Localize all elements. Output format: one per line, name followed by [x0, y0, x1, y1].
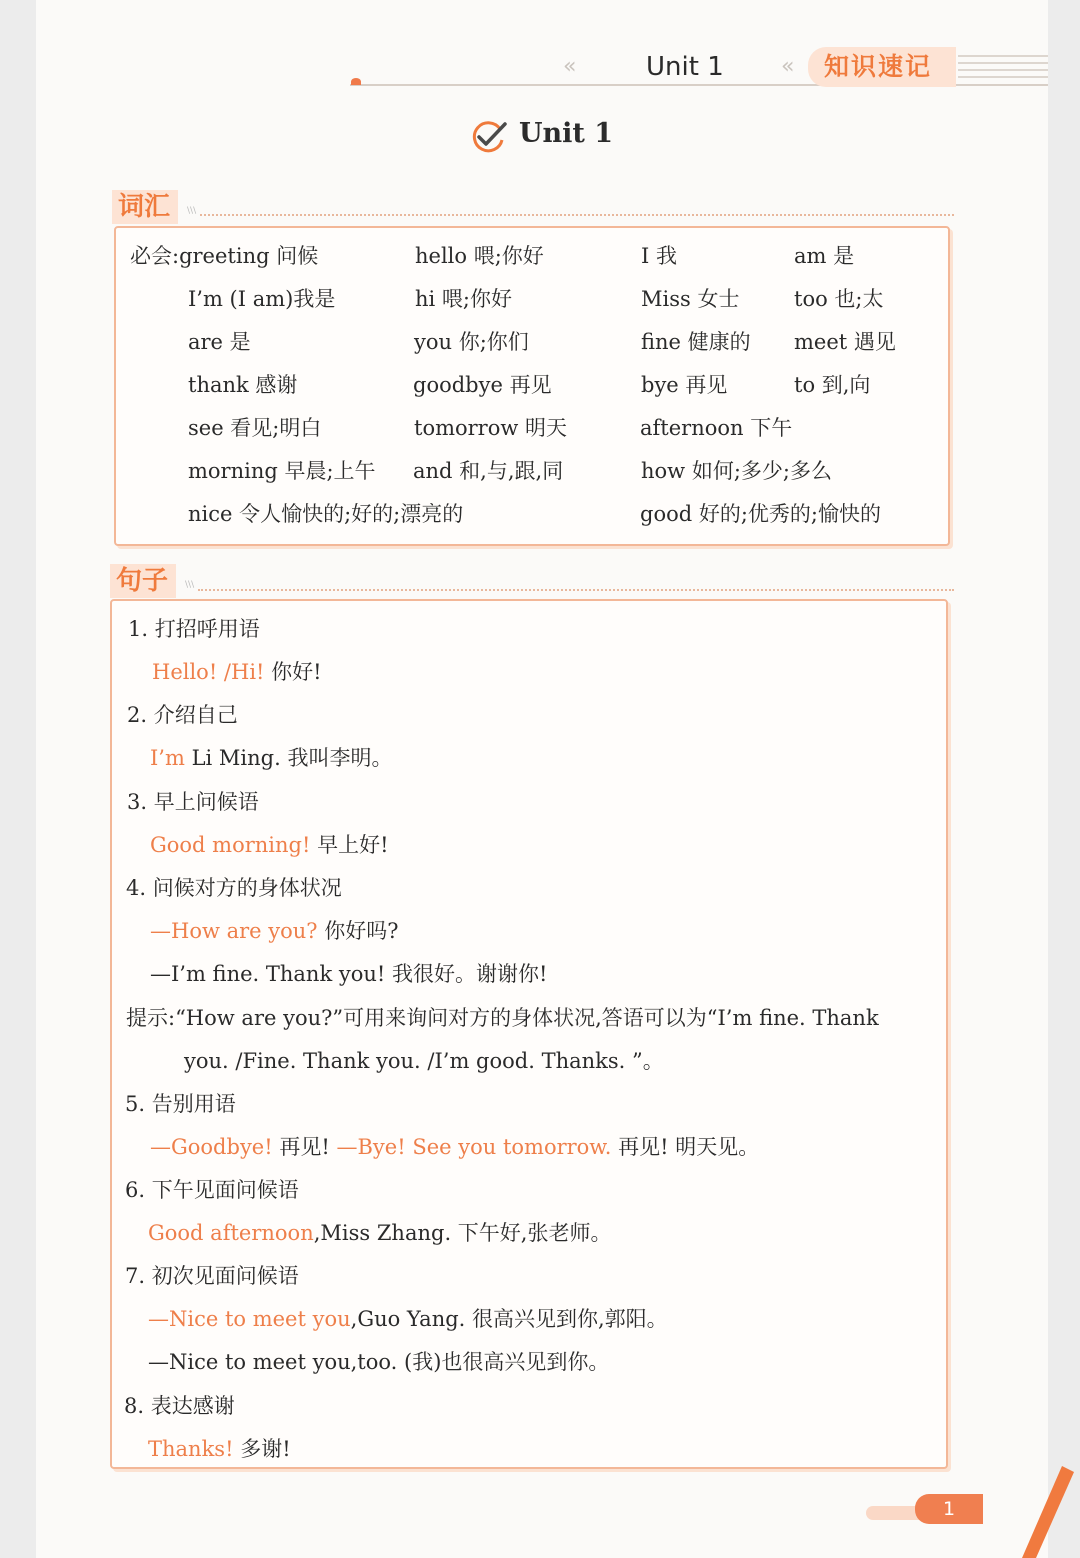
- vocab-item: morning 早晨;上午: [188, 459, 376, 483]
- vocab-item: nice 令人愉快的;好的;漂亮的: [188, 502, 464, 526]
- vocab-item: bye 再见: [641, 373, 728, 397]
- sentence-english: I’m: [150, 746, 185, 770]
- sentence-line: [152, 656, 322, 686]
- sentence-heading: 6. 下午见面问候语: [125, 1178, 299, 1202]
- sentence-heading: 3. 早上问候语: [127, 790, 259, 814]
- sentence-heading: 2. 介绍自己: [127, 703, 238, 727]
- sentence-english: Good afternoon: [148, 1221, 314, 1245]
- section-label-vocab: 词汇: [112, 190, 178, 224]
- sentence-english: —How are you?: [150, 919, 318, 943]
- page-number: 1: [915, 1494, 983, 1524]
- vocab-item: goodbye 再见: [413, 373, 552, 397]
- sentence-translation: Li Ming. 我叫李明。: [184, 746, 393, 770]
- chevron-left-icon: «: [781, 54, 791, 79]
- vocab-item: meet 遇见: [794, 330, 896, 354]
- sentence-line: [148, 1217, 611, 1247]
- header-stripes: [958, 55, 1048, 85]
- vocab-item: hi 喂;你好: [415, 287, 512, 311]
- sentence-translation: ,Guo Yang. 很高兴见到你,郭阳。: [350, 1307, 668, 1331]
- vocab-item: are 是: [188, 330, 251, 354]
- sentence-line: [148, 1433, 291, 1463]
- check-circle-icon: [470, 120, 508, 154]
- section-divider: [200, 214, 954, 218]
- vocab-item: I’m (I am)我是: [188, 287, 336, 311]
- vocab-item: and 和,与,跟,同: [413, 459, 564, 483]
- vocab-item: thank 感谢: [188, 373, 298, 397]
- sentence-translation: 多谢!: [233, 1437, 291, 1461]
- vocab-item: to 到,向: [794, 373, 871, 397]
- sentence-line: [150, 829, 389, 859]
- sentence-english: Hello! /Hi!: [152, 660, 265, 684]
- vocab-item: fine 健康的: [641, 330, 751, 354]
- section-tick: \\\: [187, 206, 197, 216]
- sentence-heading: 7. 初次见面问候语: [125, 1264, 299, 1288]
- sentence-translation: 你好!: [264, 660, 322, 684]
- sentence-translation: 早上好!: [310, 833, 389, 857]
- sentence-english: —Goodbye!: [150, 1135, 273, 1159]
- sentences-box: [110, 599, 948, 1469]
- page-title: Unit 1: [519, 118, 614, 149]
- sentence-heading: 5. 告别用语: [125, 1092, 236, 1116]
- sentence-line: [150, 1131, 759, 1161]
- sentence-line: [148, 1303, 668, 1333]
- vocab-item: tomorrow 明天: [414, 416, 568, 440]
- header-tag: 知识速记: [808, 47, 956, 87]
- vocab-item: you 你;你们: [414, 330, 529, 354]
- section-label-sentences: 句子: [110, 564, 176, 598]
- sentence-english: Thanks!: [148, 1437, 234, 1461]
- sentence-translation: ,Miss Zhang. 下午好,张老师。: [313, 1221, 612, 1245]
- header-unit: Unit 1: [646, 52, 724, 82]
- sentence-translation: 再见!: [272, 1135, 337, 1159]
- sentence-line: [150, 742, 392, 772]
- vocab-item: too 也;太: [794, 287, 884, 311]
- section-divider: [198, 589, 954, 593]
- vocab-item: hello 喂;你好: [415, 244, 544, 268]
- sentence-line: [150, 915, 399, 945]
- section-tick: \\\: [185, 580, 195, 590]
- sentence-heading: 1. 打招呼用语: [128, 617, 260, 641]
- vocab-item: 必会:greeting 问候: [130, 244, 319, 268]
- chevron-left-icon: «: [563, 54, 573, 79]
- sentence-translation: 你好吗?: [317, 919, 399, 943]
- sentence-heading: 4. 问候对方的身体状况: [126, 876, 342, 900]
- sentence-english: —Bye! See you tomorrow.: [336, 1135, 612, 1159]
- vocab-item: am 是: [794, 244, 855, 268]
- tip-text: you. /Fine. Thank you. /I’m good. Thanks. ”。: [184, 1049, 664, 1073]
- sentence-line: —I’m fine. Thank you! 我很好。谢谢你!: [150, 962, 548, 986]
- vocab-item: how 如何;多少;多么: [641, 459, 832, 483]
- vocab-item: I 我: [641, 244, 677, 268]
- vocab-item: afternoon 下午: [640, 416, 793, 440]
- sentence-line: —Nice to meet you,too. (我)也很高兴见到你。: [148, 1350, 610, 1374]
- sentence-translation: 再见! 明天见。: [611, 1135, 760, 1159]
- sentence-english: —Nice to meet you: [148, 1307, 351, 1331]
- vocab-item: see 看见;明白: [188, 416, 322, 440]
- header-dot: [351, 78, 361, 85]
- pen-decoration-icon: [1010, 1462, 1080, 1558]
- vocab-item: Miss 女士: [641, 287, 740, 311]
- sentence-heading: 8. 表达感谢: [124, 1394, 235, 1418]
- vocab-item: good 好的;优秀的;愉快的: [640, 502, 881, 526]
- sentence-english: Good morning!: [150, 833, 311, 857]
- tip-text: 提示:“How are you?”可用来询问对方的身体状况,答语可以为“I’m fine. Thank: [126, 1006, 879, 1030]
